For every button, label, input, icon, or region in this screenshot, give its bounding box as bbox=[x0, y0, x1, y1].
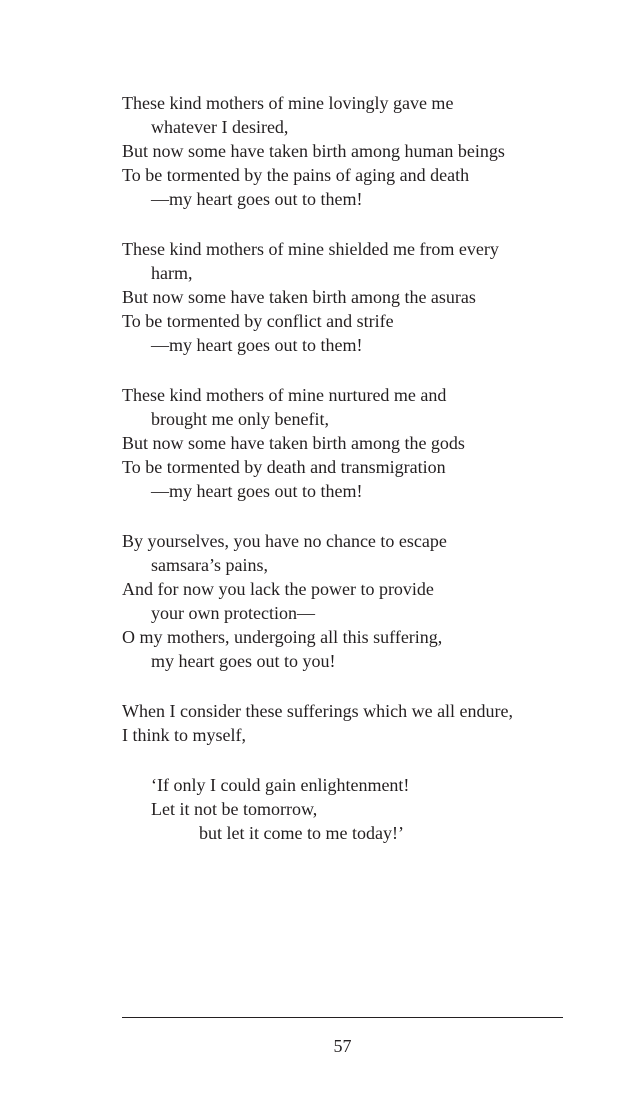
poem-line: These kind mothers of mine lovingly gave me bbox=[122, 93, 454, 113]
poem-line: O my mothers, undergoing all this suffering, bbox=[122, 627, 443, 647]
poem-line: To be tormented by death and transmigration bbox=[122, 457, 446, 477]
poem-line: To be tormented by the pains of aging and death bbox=[122, 165, 470, 185]
stanza bbox=[122, 699, 572, 747]
poem-line: —my heart goes out to them! bbox=[151, 335, 363, 355]
stanza bbox=[122, 237, 572, 357]
stanza bbox=[122, 529, 572, 673]
poem-line: samsara’s pains, bbox=[151, 555, 268, 575]
stanza bbox=[122, 383, 572, 503]
poem-line: To be tormented by conflict and strife bbox=[122, 311, 394, 331]
poem-line: Let it not be tomorrow, bbox=[151, 799, 318, 819]
page-number: 57 bbox=[333, 1036, 352, 1056]
poem-line: When I consider these sufferings which we all endure, bbox=[122, 701, 514, 721]
poem-line: By yourselves, you have no chance to escape bbox=[122, 531, 447, 551]
poem-line: These kind mothers of mine nurtured me and bbox=[122, 385, 447, 405]
poem-line: harm, bbox=[151, 263, 193, 283]
footer-rule bbox=[122, 1017, 563, 1018]
poem-line: But now some have taken birth among human beings bbox=[122, 141, 505, 161]
poem-line: my heart goes out to you! bbox=[151, 651, 336, 671]
stanza bbox=[122, 91, 572, 211]
poem-line: But now some have taken birth among the asuras bbox=[122, 287, 476, 307]
poem-line: brought me only benefit, bbox=[151, 409, 329, 429]
poem-line: —my heart goes out to them! bbox=[151, 189, 363, 209]
poem-body bbox=[122, 91, 572, 871]
stanza bbox=[122, 773, 572, 845]
poem-line: But now some have taken birth among the gods bbox=[122, 433, 465, 453]
poem-line: ‘If only I could gain enlightenment! bbox=[151, 775, 410, 795]
poem-line: And for now you lack the power to provide bbox=[122, 579, 434, 599]
poem-line: These kind mothers of mine shielded me from every bbox=[122, 239, 499, 259]
poem-line: —my heart goes out to them! bbox=[151, 481, 363, 501]
poem-line: but let it come to me today!’ bbox=[199, 823, 404, 843]
poem-line: whatever I desired, bbox=[151, 117, 289, 137]
poem-line: I think to myself, bbox=[122, 725, 246, 745]
poem-line: your own protection— bbox=[151, 603, 315, 623]
